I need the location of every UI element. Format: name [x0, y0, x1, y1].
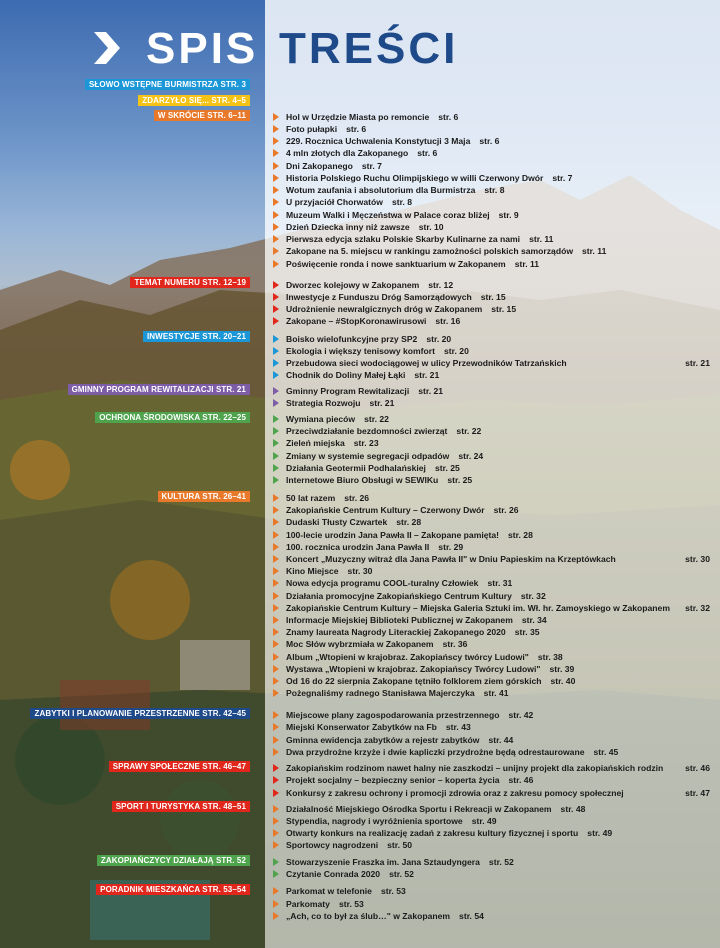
triangle-bullet-icon — [273, 452, 279, 460]
toc-item-page: str. 21 — [685, 358, 710, 368]
toc-item-page: str. 8 — [391, 197, 413, 207]
toc-item-page: str. 22 — [364, 414, 389, 424]
toc-item-title: Od 16 do 22 sierpnia Zakopane tętniło folklorem ziem górskich — [286, 676, 542, 686]
toc-item[interactable] — [273, 450, 483, 462]
toc-item-page: str. 32 — [685, 603, 710, 613]
toc-item-page: str. 20 — [444, 346, 469, 356]
toc-item-page: str. 11 — [529, 234, 554, 244]
toc-item-page: str. 46 — [685, 763, 710, 773]
toc-item-title: Historia Polskiego Ruchu Olimpijskiego w willi Czerwony Dwór — [286, 173, 544, 183]
toc-item[interactable] — [273, 492, 369, 504]
toc-item[interactable] — [273, 541, 463, 553]
toc-item-page: str. 45 — [593, 747, 619, 757]
toc-item-title: Działalność Miejskiego Ośrodka Sportu i Rekreacji w Zakopanem — [286, 804, 552, 814]
triangle-bullet-icon — [273, 281, 279, 289]
section-label[interactable]: INWESTYCJE STR. 20–21 — [143, 331, 250, 342]
toc-item-page: str. 39 — [549, 664, 575, 674]
triangle-bullet-icon — [273, 399, 279, 407]
toc-item-page: str. 48 — [560, 804, 586, 814]
toc-item-page: str. 49 — [587, 828, 613, 838]
toc-item-page: str. 31 — [487, 578, 513, 588]
toc-item[interactable] — [273, 397, 394, 409]
toc-item-title: Informacje Miejskiej Biblioteki Publicznej w Zakopanem — [286, 615, 513, 625]
toc-item[interactable] — [273, 856, 514, 868]
toc-item-page: str. 6 — [479, 136, 500, 146]
triangle-bullet-icon — [273, 317, 279, 325]
triangle-bullet-icon — [273, 567, 279, 575]
toc-item-title: Dwa przydrożne krzyże i dwie kapliczki przydrożne będą odrestaurowane — [286, 747, 585, 757]
toc-item-page: str. 23 — [353, 438, 379, 448]
toc-item-title: Moc Słów wybrzmiała w Zakopanem — [286, 639, 434, 649]
section-label[interactable]: PORADNIK MIESZKAŃCA STR. 53–54 — [96, 884, 250, 895]
toc-item[interactable] — [273, 910, 484, 922]
toc-item-title: 50 lat razem — [286, 493, 336, 503]
toc-item-page: str. 46 — [508, 775, 534, 785]
toc-item-title: Zakopiańskie Centrum Kultury – Czerwony Dwór — [286, 505, 485, 515]
triangle-bullet-icon — [273, 415, 279, 423]
toc-item-title: Przebudowa sieci wodociągowej w ulicy Przewodników Tatrzańskich — [286, 358, 567, 368]
toc-item-title: Chodnik do Doliny Małej Łąki — [286, 370, 406, 380]
triangle-bullet-icon — [273, 805, 279, 813]
toc-item-title: Dworzec kolejowy w Zakopanem — [286, 280, 420, 290]
toc-item[interactable] — [273, 172, 572, 184]
toc-item-page: str. 28 — [396, 517, 422, 527]
toc-item[interactable] — [273, 746, 618, 758]
toc-item[interactable] — [273, 369, 439, 381]
triangle-bullet-icon — [273, 359, 279, 367]
triangle-bullet-icon — [273, 677, 279, 685]
triangle-bullet-icon — [273, 113, 279, 121]
section-label[interactable]: W SKRÓCIE STR. 6–11 — [154, 110, 250, 121]
toc-item-page: str. 50 — [387, 840, 413, 850]
toc-item-title: 229. Rocznica Uchwalenia Konstytucji 3 Maja — [286, 136, 471, 146]
triangle-bullet-icon — [273, 260, 279, 268]
toc-item-title: Otwarty konkurs na realizację zadań z zakresu kultury fizycznej i sportu — [286, 828, 579, 838]
triangle-bullet-icon — [273, 592, 279, 600]
triangle-bullet-icon — [273, 689, 279, 697]
toc-item-title: Inwestycje z Funduszu Dróg Samorządowych — [286, 292, 472, 302]
toc-item[interactable] — [273, 577, 512, 589]
triangle-bullet-icon — [273, 870, 279, 878]
triangle-bullet-icon — [273, 776, 279, 784]
section-label[interactable]: ZABYTKI I PLANOWANIE PRZESTRZENNE STR. 42–45 — [30, 708, 250, 719]
toc-item[interactable] — [273, 626, 540, 638]
triangle-bullet-icon — [273, 211, 279, 219]
toc-item-title: Miejscowe plany zagospodarowania przestrzennego — [286, 710, 500, 720]
toc-item[interactable] — [273, 529, 533, 541]
toc-item-title: Miejski Konserwator Zabytków na Fb — [286, 722, 437, 732]
toc-item[interactable] — [273, 590, 546, 602]
toc-item-title: Dzień Dziecka inny niż zawsze — [286, 222, 410, 232]
toc-item-title: Muzeum Walki i Męczeństwa w Palace coraz bliżej — [286, 210, 490, 220]
toc-item-page: str. 9 — [498, 210, 519, 220]
toc-item-page: str. 25 — [434, 463, 460, 473]
toc-item[interactable] — [273, 160, 382, 172]
toc-item-page: str. 29 — [438, 542, 464, 552]
toc-item-page: str. 28 — [508, 530, 533, 540]
toc-item-title: Dni Zakopanego — [286, 161, 353, 171]
section-label[interactable]: OCHRONA ŚRODOWISKA STR. 22–25 — [95, 412, 250, 423]
toc-item-page: str. 22 — [456, 426, 482, 436]
section-label[interactable]: TEMAT NUMERU STR. 12–19 — [130, 277, 250, 288]
triangle-bullet-icon — [273, 616, 279, 624]
toc-item-page: str. 15 — [480, 292, 506, 302]
toc-item[interactable] — [273, 258, 539, 270]
triangle-bullet-icon — [273, 531, 279, 539]
toc-item-title: Wotum zaufania i absolutorium dla Burmistrza — [286, 185, 476, 195]
triangle-bullet-icon — [273, 748, 279, 756]
toc-item[interactable] — [273, 345, 469, 357]
section-label[interactable]: KULTURA STR. 26–41 — [158, 491, 250, 502]
toc-item[interactable] — [273, 762, 710, 774]
toc-item[interactable] — [273, 815, 497, 827]
toc-item[interactable] — [273, 425, 481, 437]
triangle-bullet-icon — [273, 789, 279, 797]
toc-item[interactable] — [273, 675, 575, 687]
toc-item[interactable] — [273, 279, 453, 291]
toc-item-title: Udrożnienie newralgicznych dróg w Zakopanem — [286, 304, 483, 314]
toc-item-page: str. 34 — [521, 615, 547, 625]
triangle-bullet-icon — [273, 506, 279, 514]
toc-item[interactable] — [273, 303, 516, 315]
toc-item[interactable] — [273, 839, 412, 851]
triangle-bullet-icon — [273, 736, 279, 744]
toc-item[interactable] — [273, 868, 414, 880]
toc-item-page: str. 53 — [338, 899, 364, 909]
toc-item-title: Sportowcy nagrodzeni — [286, 840, 379, 850]
toc-item-page: str. 30 — [347, 566, 373, 576]
triangle-bullet-icon — [273, 235, 279, 243]
triangle-bullet-icon — [273, 198, 279, 206]
toc-item-page: str. 26 — [344, 493, 370, 503]
toc-item-title: Koncert „Muzyczny witraż dla Jana Pawła II" w Dniu Papieskim na Krzeptówkach — [286, 554, 616, 564]
toc-item-page: str. 10 — [418, 222, 444, 232]
toc-item[interactable] — [273, 638, 467, 650]
triangle-bullet-icon — [273, 817, 279, 825]
triangle-bullet-icon — [273, 464, 279, 472]
toc-item-page: str. 21 — [369, 398, 395, 408]
toc-item[interactable] — [273, 709, 533, 721]
toc-item-page: str. 52 — [389, 869, 414, 879]
title-tresci: TREŚCI — [279, 24, 459, 73]
toc-item[interactable] — [273, 602, 710, 614]
toc-item-title: Gminna ewidencja zabytków a rejestr zabytków — [286, 735, 480, 745]
triangle-bullet-icon — [273, 555, 279, 563]
toc-item[interactable] — [273, 111, 458, 123]
toc-item-title: Nowa edycja programu COOL-turalny Człowiek — [286, 578, 479, 588]
toc-item-title: Zakopiańskim rodzinom nawet halny nie zaszkodzi – unijny projekt dla zakopiańskich rodzin — [286, 763, 664, 773]
toc-item-title: Strategia Rozwoju — [286, 398, 361, 408]
toc-item-page: str. 16 — [435, 316, 461, 326]
toc-item[interactable] — [273, 184, 504, 196]
toc-item-page: str. 47 — [685, 788, 710, 798]
toc-item[interactable] — [273, 898, 364, 910]
toc-item-title: Znamy laureata Nagrody Literackiej Zakopanego 2020 — [286, 627, 506, 637]
triangle-bullet-icon — [273, 293, 279, 301]
toc-item-page: str. 8 — [484, 185, 505, 195]
toc-item-title: Działania promocyjne Zakopiańskiego Centrum Kultury — [286, 591, 512, 601]
toc-item-page: str. 24 — [458, 451, 484, 461]
toc-item-title: 4 mln złotych dla Zakopanego — [286, 148, 409, 158]
toc-item-title: Gminny Program Rewitalizacji — [286, 386, 410, 396]
toc-item-title: Zieleń miejska — [286, 438, 345, 448]
toc-item-page: str. 43 — [445, 722, 471, 732]
triangle-bullet-icon — [273, 494, 279, 502]
toc-item-title: Pierwsza edycja szlaku Polskie Skarby Kulinarne za nami — [286, 234, 521, 244]
triangle-bullet-icon — [273, 125, 279, 133]
toc-item-page: str. 21 — [414, 370, 440, 380]
toc-item-page: str. 11 — [514, 259, 540, 269]
toc-item-page: str. 32 — [520, 591, 546, 601]
toc-item-page: str. 38 — [537, 652, 563, 662]
triangle-bullet-icon — [273, 335, 279, 343]
triangle-bullet-icon — [273, 829, 279, 837]
toc-item-page: str. 41 — [483, 688, 509, 698]
toc-item[interactable] — [273, 245, 606, 257]
triangle-bullet-icon — [273, 518, 279, 526]
toc-item-title: Zakopane – #StopKoronawirusowi — [286, 316, 427, 326]
title-spis: SPIS — [146, 24, 259, 73]
toc-item-title: Poświęcenie ronda i nowe sanktuarium w Zakopanem — [286, 259, 506, 269]
toc-item-title: Zakopane na 5. miejscu w rankingu zamożności polskich samorządów — [286, 246, 574, 256]
triangle-bullet-icon — [273, 149, 279, 157]
triangle-bullet-icon — [273, 900, 279, 908]
toc-item-page: str. 20 — [426, 334, 452, 344]
toc-item-title: Ekologia i większy tenisowy komfort — [286, 346, 435, 356]
toc-item[interactable] — [273, 123, 366, 135]
toc-item-page: str. 11 — [582, 246, 607, 256]
triangle-bullet-icon — [273, 247, 279, 255]
toc-item-page: str. 42 — [508, 710, 534, 720]
toc-item[interactable] — [273, 221, 444, 233]
toc-item[interactable] — [273, 614, 547, 626]
toc-item-title: Dudaski Tłusty Czwartek — [286, 517, 388, 527]
toc-item-title: Foto pułapki — [286, 124, 338, 134]
toc-item[interactable] — [273, 357, 710, 369]
triangle-bullet-icon — [273, 543, 279, 551]
triangle-bullet-icon — [273, 387, 279, 395]
toc-item[interactable] — [273, 135, 499, 147]
toc-item[interactable] — [273, 504, 519, 516]
toc-item-page: str. 36 — [442, 639, 468, 649]
toc-item-title: Czytanie Conrada 2020 — [286, 869, 381, 879]
toc-item-title: Album „Wtopieni w krajobraz. Zakopiańscy twórcy Ludowi" — [286, 652, 529, 662]
section-label[interactable]: SPORT I TURYSTYKA STR. 48–51 — [112, 801, 250, 812]
toc-item[interactable] — [273, 663, 574, 675]
toc-item-page: str. 7 — [361, 161, 382, 171]
toc-item-title: Hol w Urzędzie Miasta po remoncie — [286, 112, 430, 122]
toc-item[interactable] — [273, 147, 437, 159]
toc-item-page: str. 53 — [380, 886, 406, 896]
toc-item-page: str. 12 — [428, 280, 454, 290]
toc-item-page: str. 15 — [491, 304, 517, 314]
toc-item[interactable] — [273, 209, 519, 221]
toc-item[interactable] — [273, 803, 585, 815]
section-label[interactable]: SŁOWO WSTĘPNE BURMISTRZA STR. 3 — [85, 79, 250, 90]
toc-item[interactable] — [273, 233, 553, 245]
triangle-bullet-icon — [273, 223, 279, 231]
toc-item-title: Parkomat w telefonie — [286, 886, 372, 896]
triangle-bullet-icon — [273, 162, 279, 170]
triangle-bullet-icon — [273, 427, 279, 435]
toc-item-page: str. 44 — [488, 735, 514, 745]
toc-item[interactable] — [273, 787, 710, 799]
toc-item[interactable] — [273, 553, 710, 565]
toc-item-title: Stowarzyszenie Fraszka im. Jana Sztaudyngera — [286, 857, 480, 867]
triangle-bullet-icon — [273, 371, 279, 379]
toc-item[interactable] — [273, 413, 389, 425]
toc-item[interactable] — [273, 385, 443, 397]
toc-item-page: str. 54 — [459, 911, 484, 921]
toc-item[interactable] — [273, 651, 563, 663]
toc-item-page: str. 7 — [552, 173, 573, 183]
triangle-bullet-icon — [273, 628, 279, 636]
toc-item-title: Kino Miejsce — [286, 566, 339, 576]
toc-item-title: Zakopiańskie Centrum Kultury – Miejska Galeria Sztuki im. Wł. hr. Zamoyskiego w Zakopanem — [286, 603, 670, 613]
toc-item[interactable] — [273, 516, 421, 528]
triangle-bullet-icon — [273, 764, 279, 772]
toc-item-title: Parkomaty — [286, 899, 330, 909]
triangle-bullet-icon — [273, 305, 279, 313]
triangle-bullet-icon — [273, 858, 279, 866]
toc-item-title: Pożegnaliśmy radnego Stanisława Majerczyka — [286, 688, 475, 698]
triangle-bullet-icon — [273, 579, 279, 587]
toc-item[interactable] — [273, 291, 506, 303]
triangle-bullet-icon — [273, 174, 279, 182]
toc-item[interactable] — [273, 734, 513, 746]
toc-item[interactable] — [273, 721, 471, 733]
triangle-bullet-icon — [273, 137, 279, 145]
toc-item[interactable] — [273, 885, 406, 897]
toc-item[interactable] — [273, 774, 533, 786]
toc-item-page: str. 6 — [438, 112, 459, 122]
toc-item-page: str. 49 — [471, 816, 497, 826]
toc-item[interactable] — [273, 333, 451, 345]
toc-item-title: Projekt socjalny – bezpieczny senior – koperta życia — [286, 775, 500, 785]
section-label[interactable]: SPRAWY SPOŁECZNE STR. 46–47 — [109, 761, 250, 772]
section-label[interactable]: GMINNY PROGRAM REWITALIZACJI STR. 21 — [68, 384, 250, 395]
toc-item-page: str. 35 — [514, 627, 540, 637]
triangle-bullet-icon — [273, 186, 279, 194]
toc-item-title: Internetowe Biuro Obsługi w SEWIKu — [286, 475, 439, 485]
toc-item-title: Zmiany w systemie segregacji odpadów — [286, 451, 450, 461]
toc-item-title: Stypendia, nagrody i wyróżnienia sportowe — [286, 816, 463, 826]
toc-item[interactable] — [273, 474, 472, 486]
toc-item-title: „Ach, co to był za ślub…" w Zakopanem — [286, 911, 451, 921]
toc-item-title: Działania Geotermii Podhalańskiej — [286, 463, 426, 473]
toc-item[interactable] — [273, 437, 379, 449]
triangle-bullet-icon — [273, 347, 279, 355]
toc-item-title: 100-lecie urodzin Jana Pawła II – Zakopane pamięta! — [286, 530, 500, 540]
triangle-bullet-icon — [273, 887, 279, 895]
toc-item-title: U przyjaciół Chorwatów — [286, 197, 383, 207]
toc-item-title: 100. rocznica urodzin Jana Pawła II — [286, 542, 430, 552]
triangle-bullet-icon — [273, 640, 279, 648]
toc-item[interactable] — [273, 462, 460, 474]
triangle-bullet-icon — [273, 476, 279, 484]
chevron-right-icon — [92, 30, 122, 66]
toc-item-page: str. 6 — [417, 148, 438, 158]
toc-item[interactable] — [273, 315, 460, 327]
toc-item-title: Przeciwdziałanie bezdomności zwierząt — [286, 426, 448, 436]
triangle-bullet-icon — [273, 723, 279, 731]
triangle-bullet-icon — [273, 604, 279, 612]
triangle-bullet-icon — [273, 653, 279, 661]
triangle-bullet-icon — [273, 439, 279, 447]
toc-item-page: str. 30 — [685, 554, 710, 564]
triangle-bullet-icon — [273, 912, 279, 920]
triangle-bullet-icon — [273, 711, 279, 719]
toc-item[interactable] — [273, 565, 372, 577]
toc-item-page: str. 26 — [493, 505, 519, 515]
toc-item-page: str. 40 — [550, 676, 576, 686]
triangle-bullet-icon — [273, 841, 279, 849]
toc-item-title: Wymiana pieców — [286, 414, 356, 424]
triangle-bullet-icon — [273, 665, 279, 673]
toc-item-title: Boisko wielofunkcyjne przy SP2 — [286, 334, 418, 344]
toc-item-title: Wystawa „Wtopieni w krajobraz. Zakopiańscy Twórcy Ludowi" — [286, 664, 541, 674]
toc-item-title: Konkursy z zakresu ochrony i promocji zdrowia oraz z zakresu pomocy społecznej — [286, 788, 624, 798]
toc-item-page: str. 21 — [418, 386, 444, 396]
toc-item-page: str. 52 — [488, 857, 514, 867]
toc-item-page: str. 25 — [447, 475, 473, 485]
section-label[interactable]: ZAKOPIAŃCZYCY DZIAŁAJĄ STR. 52 — [97, 855, 250, 866]
toc-item[interactable] — [273, 827, 612, 839]
toc-item-page: str. 6 — [346, 124, 367, 134]
toc-item[interactable] — [273, 687, 509, 699]
toc-item[interactable] — [273, 196, 412, 208]
section-label[interactable]: ZDARZYŁO SIĘ... STR. 4–5 — [138, 95, 250, 106]
